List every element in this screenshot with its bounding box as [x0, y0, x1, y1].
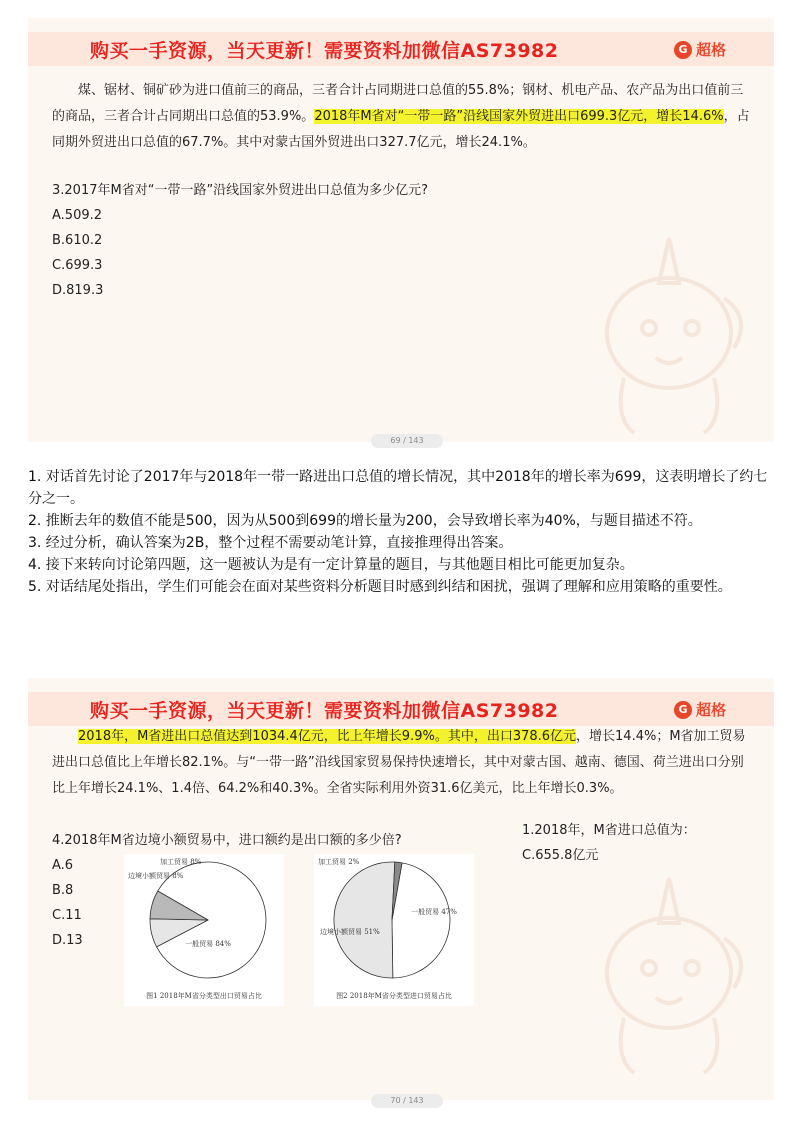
pie-chart-title: 图2 2018年M省分类型进口贸易占比	[336, 992, 452, 1000]
logo-g-icon: G	[674, 41, 692, 59]
highlight-text: 2018年M省对“一带一路”沿线国家外贸进出口699.3亿元，增长14.6%	[314, 109, 724, 124]
note-item: 1. 对话首先讨论了2017年与2018年一带一路进出口总值的增长情况，其中2018年的增长率为699，这表明增长了约七分之一。	[28, 469, 768, 507]
pie-data-label: 边境小额贸易 8%	[128, 872, 184, 880]
banner-text: 购买一手资源，当天更新！需要资料加微信AS73982	[90, 700, 559, 722]
note-item: 3. 经过分析，确认答案为2B，整个过程不需要动笔计算，直接推理得出答案。	[28, 535, 513, 551]
option-d: D.13	[52, 933, 83, 948]
pie-chart-import	[314, 854, 474, 1006]
side-question-1	[522, 818, 762, 868]
option-c: C.11	[52, 908, 82, 923]
logo-text: 超格	[695, 701, 726, 719]
note-item: 2. 推断去年的数值不能是500，因为从500到699的增长量为200，会导致增长率为40%，与题目描述不符。	[28, 513, 702, 529]
pie-slice-边境小额贸易	[334, 862, 395, 978]
brand-logo	[674, 699, 726, 720]
pie-data-label: 加工贸易 2%	[318, 858, 360, 866]
slide-page-70	[28, 678, 774, 1105]
ad-banner	[28, 32, 774, 66]
question-3	[52, 178, 752, 303]
option-d: D.819.3	[52, 283, 104, 298]
unicorn-watermark-icon	[574, 868, 754, 1078]
question-text: 3.2017年M省对“一带一路”沿线国家外贸进出口总值为多少亿元?	[52, 183, 429, 198]
ad-banner	[28, 692, 774, 726]
pie-chart-export	[124, 854, 284, 1006]
slide2-paragraph: 2018年，M省进出口总值达到1034.4亿元，比上年增长9.9%。其中，出口378.6亿元，增长14.4%；M省加工贸易进出口总值比上年增长82.1%。与“一带一路”沿线国家贸易保持快速增长，其中对蒙古国、越南、德国、荷兰进出口分别比上年增长24.1%、1.4倍、64.2%和40.3%。全省实际利用外资31.6亿美元，比上年增长0.3%。	[52, 729, 746, 796]
summary-notes	[28, 466, 776, 598]
highlight-text: 2018年，M省进出口总值达到1034.4亿元，比上年增长9.9%。其中，出口378.6亿元	[78, 729, 577, 744]
pie-data-label: 一般贸易 47%	[411, 908, 457, 916]
pie-chart-export-box	[124, 854, 284, 1006]
pie-data-label: 边境小额贸易 51%	[320, 928, 380, 936]
option-b: B.610.2	[52, 233, 103, 248]
logo-text: 超格	[695, 41, 726, 59]
note-item: 4. 接下来转向讨论第四题，这一题被认为是有一定计算量的题目，与其他题目相比可能更加复杂。	[28, 557, 634, 573]
pie-data-label: 加工贸易 8%	[160, 858, 202, 866]
brand-logo	[674, 39, 726, 60]
page-indicator[interactable]: 69 / 143	[371, 434, 443, 448]
note-item: 5. 对话结尾处指出，学生们可能会在面对某些资料分析题目时感到纠结和困扰，强调了理解和应用策略的重要性。	[28, 579, 732, 595]
side-question-text: 1.2018年，M省进口总值为：	[522, 823, 696, 838]
option-b: B.8	[52, 883, 74, 898]
option-a: A.6	[52, 858, 74, 873]
option-c: C.699.3	[52, 258, 103, 273]
slide-page-69	[28, 18, 774, 445]
slide1-paragraph: 煤、锯材、铜矿砂为进口值前三的商品，三者合计占同期进口总值的55.8%；钢材、机电产品、农产品为出口值前三的商品，三者合计占同期出口总值的53.9%。2018年M省对“一带一路”沿线国家外贸进出口699.3亿元，增长14.6%，占同期外贸进出口总值的67.7%。其中对蒙古国外贸进出口327.7亿元，增长24.1%。	[52, 83, 750, 150]
side-answer: C.655.8亿元	[522, 848, 599, 863]
logo-g-icon: G	[674, 701, 692, 719]
option-a: A.509.2	[52, 208, 103, 223]
pie-slice-一般贸易	[392, 863, 450, 978]
pie-data-label: 一般贸易 84%	[185, 940, 231, 948]
question-text: 4.2018年M省边境小额贸易中，进口额约是出口额的多少倍?	[52, 833, 402, 848]
banner-text: 购买一手资源，当天更新！需要资料加微信AS73982	[90, 40, 559, 62]
pie-chart-import-box	[314, 854, 474, 1006]
pie-chart-title: 图1 2018年M省分类型出口贸易占比	[146, 992, 262, 1000]
page-indicator[interactable]: 70 / 143	[371, 1094, 443, 1108]
